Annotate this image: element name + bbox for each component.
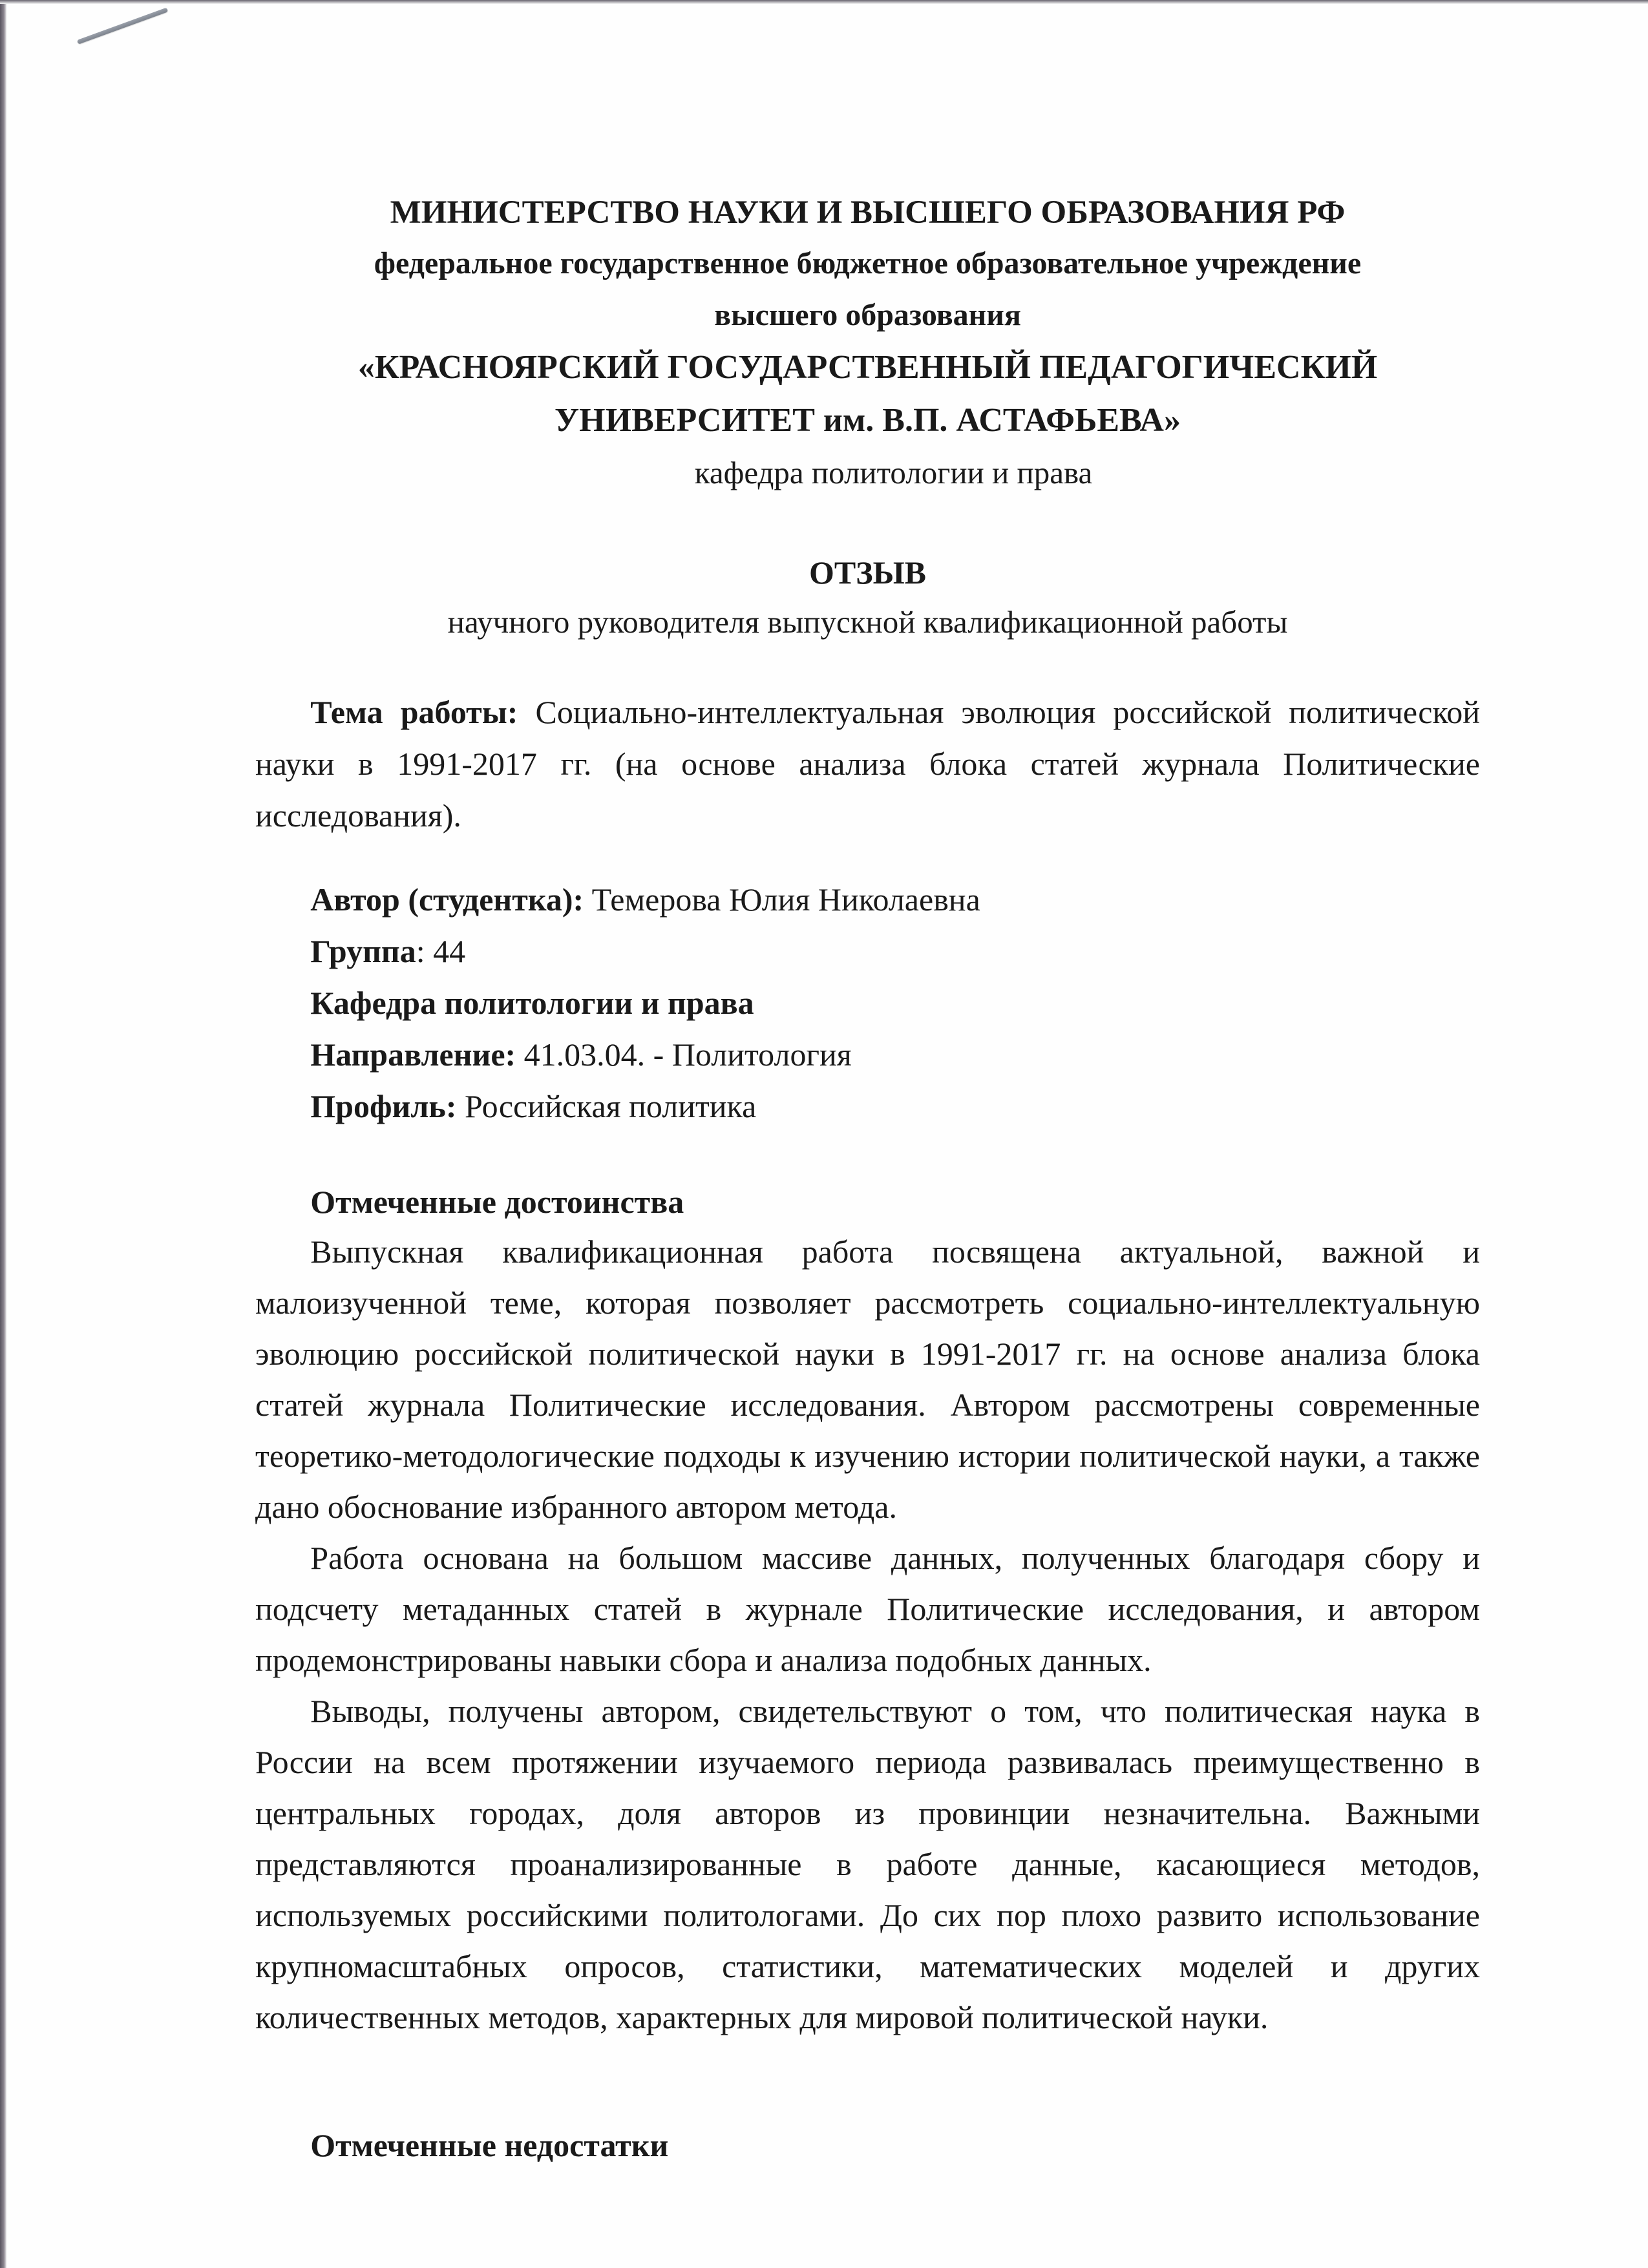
review-title: ОТЗЫВ — [808, 554, 927, 591]
scan-edge-top — [0, 0, 1648, 4]
group-value: : 44 — [416, 933, 466, 969]
document-page — [255, 187, 1480, 2170]
merits-section — [255, 1177, 1480, 2043]
review-subtitle: научного руководителя выпускной квалификационной работы — [447, 604, 1288, 640]
staple-icon — [77, 8, 168, 45]
topic-value: Социально-интеллектуальная эволюция российской политической науки в 1991-2017 гг. (на основе анализа блока статей журнала Политические исследования). — [255, 694, 1480, 834]
merits-paragraph: Выпускная квалификационная работа посвящена актуальной, важной и малоизученной теме, которая позволяет рассмотреть социально-интеллектуальную эволюцию российской политической науки в 1991-2017 гг. на основе анализа блока статей журнала Политические исследования. Автором рассмотрены современные теоретико-методологические подходы к изучению истории политической науки, а также дано обоснование избранного автором метода. — [255, 1234, 1480, 1525]
department-name: кафедра политологии и права — [694, 455, 1093, 490]
drawbacks-section — [255, 2121, 1480, 2170]
profile-line — [255, 1080, 1480, 1132]
merits-paragraph: Работа основана на большом массиве данных, полученных благодаря сбору и подсчету метаданных статей в журнале Политические исследования, и автором продемонстрированы навыки сбора и анализа подобных данных. — [255, 1540, 1480, 1678]
department-label: Кафедра политологии и права — [310, 985, 754, 1021]
institution-type-line-2: высшего образования — [714, 298, 1021, 332]
drawbacks-heading: Отмеченные недостатки — [310, 2127, 669, 2163]
author-line — [255, 874, 1480, 925]
direction-line — [255, 1029, 1480, 1080]
author-label: Автор (студентка): — [310, 881, 584, 918]
scan-edge-left — [0, 0, 6, 2268]
topic-line — [255, 686, 1480, 841]
review-title-block — [255, 548, 1480, 647]
direction-label: Направление: — [310, 1036, 516, 1073]
merits-heading: Отмеченные достоинства — [310, 1184, 684, 1220]
group-label: Группа — [310, 933, 416, 969]
profile-value: Российская политика — [465, 1088, 757, 1124]
profile-label: Профиль: — [310, 1088, 457, 1124]
merits-paragraph: Выводы, получены автором, свидетельствуют о том, что политическая наука в России на всем протяжении изучаемого периода развивалась преимущественно в центральных городах, доля авторов из провинции незначительна. Важными представляются проанализированные в работе данные, касающиеся методов, используемых российскими политологами. До сих пор плохо развито использование крупномасштабных опросов, статистики, математических моделей и других количественных методов, характерных для мировой политической науки. — [255, 1693, 1480, 2035]
author-value: Темерова Юлия Николаевна — [591, 881, 980, 918]
institution-type-line-1: федеральное государственное бюджетное образовательное учреждение — [374, 246, 1362, 280]
group-line — [255, 925, 1480, 977]
university-name-line-2: УНИВЕРСИТЕТ им. В.П. АСТАФЬЕВА» — [555, 402, 1181, 439]
topic-label: Тема работы: — [310, 694, 518, 730]
direction-value: 41.03.04. - Политология — [523, 1036, 852, 1073]
ministry-title: МИНИСТЕРСТВО НАУКИ И ВЫСШЕГО ОБРАЗОВАНИЯ РФ — [390, 194, 1346, 231]
university-name-line-1: «КРАСНОЯРСКИЙ ГОСУДАРСТВЕННЫЙ ПЕДАГОГИЧЕСКИЙ — [357, 349, 1378, 386]
department-line — [255, 977, 1480, 1029]
document-header — [255, 187, 1480, 499]
